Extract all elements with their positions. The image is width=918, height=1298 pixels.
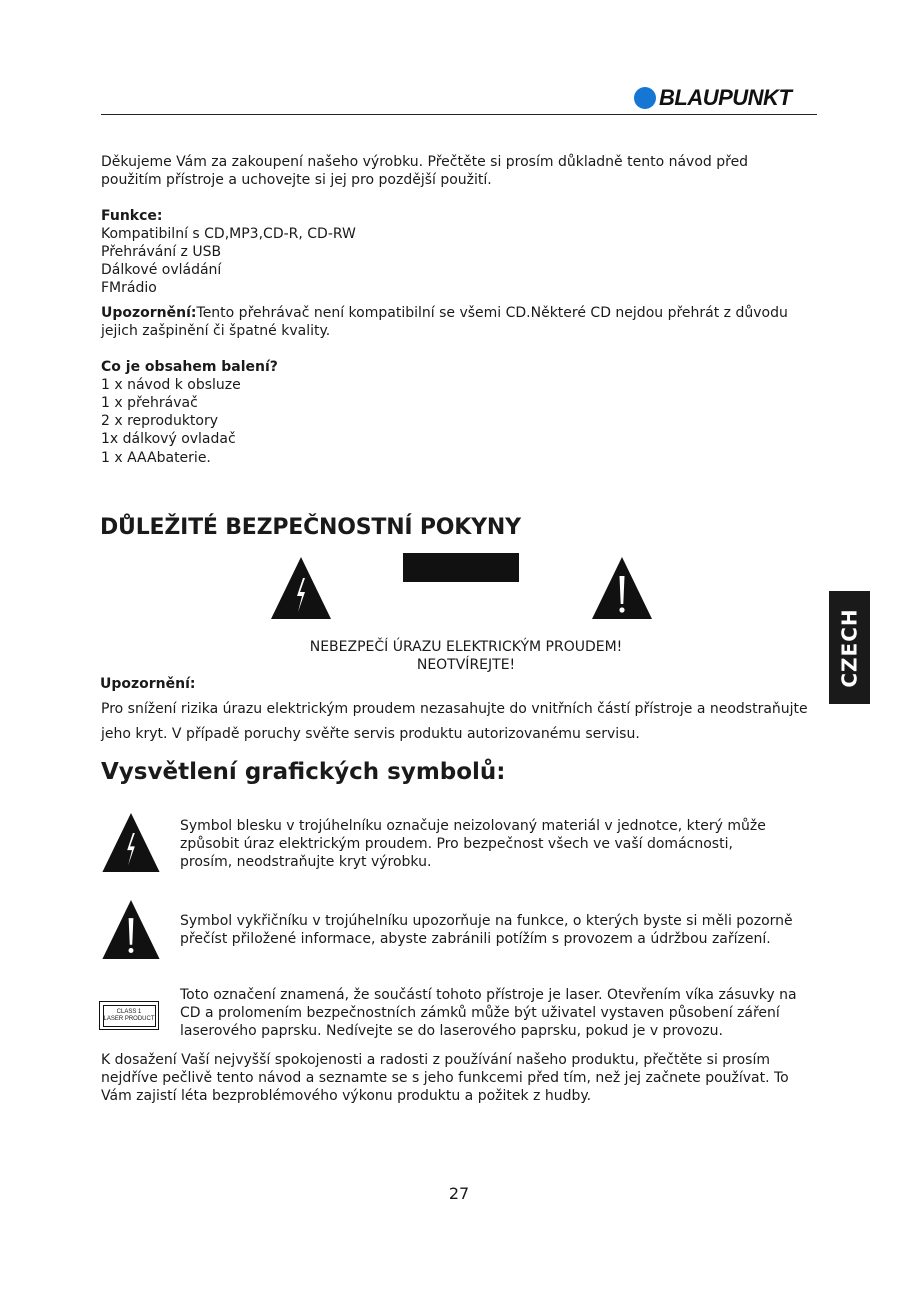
header-divider — [101, 114, 817, 115]
package-item: 1 x návod k obsluze — [101, 377, 241, 393]
laser-label-product: LASER PRODUCT — [103, 1015, 155, 1022]
compat-notice-line-2: jejich zašpinění či špatné kvality. — [101, 323, 331, 339]
feature-item: Přehrávání z USB — [101, 244, 222, 260]
exclamation-text-line: Symbol vykřičníku v trojúhelníku upozorňuje na funkce, o kterých byste si měli pozorně — [180, 913, 793, 929]
features-title: Funkce: — [101, 208, 163, 224]
laser-text-line: CD a prolomením bezpečnostních zámků může být uživatel vystaven působení záření — [180, 1005, 780, 1021]
lightning-symbol-icon — [101, 812, 161, 873]
brand-dot-icon — [634, 87, 656, 109]
brand-name: BLAUPUNKT — [659, 85, 792, 110]
compat-notice-text: Tento přehrávač není kompatibilní se všemi CD.Některé CD nejdou přehrát z důvodu — [196, 305, 788, 321]
feature-item: FMrádio — [101, 280, 157, 296]
laser-text-line: Toto označení znamená, že součástí tohoto přístroje je laser. Otevřením víka zásuvky na — [180, 987, 797, 1003]
symbols-heading: Vysvětlení grafických symbolů: — [101, 759, 506, 785]
language-tab-label: CZECH — [837, 607, 862, 688]
closing-line: nejdříve pečlivě tento návod a seznamte se s jeho funkcemi před tím, než jej začnete používat. To — [101, 1070, 789, 1086]
package-item: 1x dálkový ovladač — [101, 431, 236, 447]
laser-text-line: laserového paprsku. Nedívejte se do laserového paprsku, pokud je v provozu. — [180, 1023, 723, 1039]
exclamation-warning-icon — [591, 556, 653, 620]
exclamation-text-line: přečíst přiložené informace, abyste zabránili potížím s provozem a údržbou zařízení. — [180, 931, 771, 947]
intro-line-1: Děkujeme Vám za zakoupení našeho výrobku. Přečtěte si prosím důkladně tento návod před — [101, 154, 749, 170]
lightning-text-line: prosím, neodstraňujte kryt výrobku. — [180, 854, 432, 870]
laser-label-inner — [103, 1005, 156, 1027]
lightning-text-line: způsobit úraz elektrickým proudem. Pro bezpečnost všech ve vaší domácnosti, — [180, 836, 733, 852]
package-title: Co je obsahem balení? — [101, 359, 278, 375]
package-item: 1 x přehrávač — [101, 395, 198, 411]
compat-notice-label: Upozornění: — [101, 305, 197, 321]
lightning-text-line: Symbol blesku v trojúhelníku označuje neizolovaný materiál v jednotce, který může — [180, 818, 766, 834]
package-item: 1 x AAAbaterie. — [101, 450, 211, 466]
safety-heading: DŮLEŽITÉ BEZPEČNOSTNÍ POKYNY — [100, 515, 521, 540]
feature-item: Kompatibilní s CD,MP3,CD-R, CD-RW — [101, 226, 356, 242]
safety-notice-label: Upozornění: — [100, 676, 196, 692]
language-tab — [829, 591, 870, 704]
safety-notice-line-1: Pro snížení rizika úrazu elektrickým proudem nezasahujte do vnitřních částí přístroje a neodstraňujte — [101, 701, 808, 717]
brand-logo — [634, 86, 791, 110]
laser-label-class: CLASS 1 — [116, 1008, 142, 1015]
lightning-warning-icon — [270, 556, 332, 620]
closing-line: K dosažení Vaší nejvyšší spokojenosti a radosti z používání našeho produktu, přečtěte si prosím — [101, 1052, 771, 1068]
exclamation-symbol-icon — [101, 899, 161, 960]
compat-notice — [101, 304, 788, 322]
feature-item: Dálkové ovládání — [101, 262, 222, 278]
laser-product-label — [99, 1001, 159, 1030]
closing-line: Vám zajistí léta bezproblémového výkonu produktu a požitek z hudby. — [101, 1088, 592, 1104]
caution-label-box — [403, 553, 519, 582]
safety-notice-line-2: jeho kryt. V případě poruchy svěřte servis produktu autorizovanému servisu. — [101, 726, 640, 742]
intro-line-2: použitím přístroje a uchovejte si jej pro pozdější použití. — [101, 172, 492, 188]
package-item: 2 x reproduktory — [101, 413, 219, 429]
shock-warning-line-1: NEBEZPEČÍ ÚRAZU ELEKTRICKÝM PROUDEM! — [309, 639, 623, 655]
shock-warning-line-2: NEOTVÍREJTE! — [416, 657, 516, 673]
page-number: 27 — [448, 1184, 470, 1203]
